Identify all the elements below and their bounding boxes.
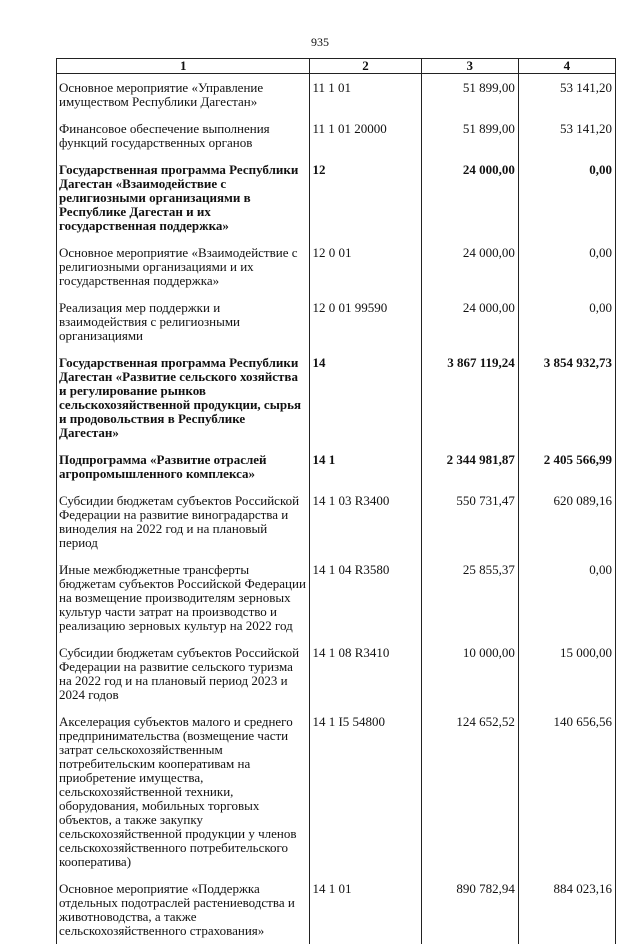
- row-value-cell: 25 855,37: [421, 556, 518, 639]
- row-value-cell: 53 141,20: [518, 74, 615, 116]
- row-code-cell: 11 1 01: [310, 74, 421, 116]
- row-value-cell: 890 782,94: [421, 875, 518, 944]
- row-value-cell: 24 000,00: [421, 294, 518, 349]
- row-value-cell: 3 854 932,73: [518, 349, 615, 446]
- row-name-cell: Государственная программа Республики Дагестан «Взаимодействие с религиозными организациями в Республике Дагестан и их государственная поддержка»: [57, 156, 310, 239]
- table-row: [57, 294, 616, 349]
- column-header-3: 3: [421, 59, 518, 74]
- row-value-cell: 884 023,16: [518, 875, 615, 944]
- row-name-cell: Основное мероприятие «Поддержка отдельных подотраслей растениеводства и животноводства, а также сельскохозяйственного страхования»: [57, 875, 310, 944]
- row-code-cell: 14 1 08 R3410: [310, 639, 421, 708]
- row-code-cell: 12 0 01 99590: [310, 294, 421, 349]
- row-name-cell: Акселерация субъектов малого и среднего предпринимательства (возмещение части затрат сельскохозяйственным потребительским кооперативам на приобретение имущества, сельскохозяйственной техники, оборудования, мобильных торговых объектов, а также закупку сельскохозяйственной продукции у членов сельскохозяйственного потребительского кооператива): [57, 708, 310, 875]
- table-row: [57, 74, 616, 116]
- row-value-cell: 0,00: [518, 294, 615, 349]
- row-code-cell: 14 1 04 R3580: [310, 556, 421, 639]
- row-value-cell: 550 731,47: [421, 487, 518, 556]
- row-name-cell: Субсидии бюджетам субъектов Российской Федерации на развитие сельского туризма на 2022 год и на плановый период 2023 и 2024 годов: [57, 639, 310, 708]
- row-name-cell: Основное мероприятие «Управление имуществом Республики Дагестан»: [57, 74, 310, 116]
- table-row: [57, 239, 616, 294]
- row-code-cell: 12 0 01: [310, 239, 421, 294]
- row-name-cell: Основное мероприятие «Взаимодействие с религиозными организациями и их государственная поддержка»: [57, 239, 310, 294]
- row-value-cell: 51 899,00: [421, 115, 518, 156]
- table-row: [57, 446, 616, 487]
- row-value-cell: 140 656,56: [518, 708, 615, 875]
- row-value-cell: 0,00: [518, 239, 615, 294]
- row-name-cell: Субсидии бюджетам субъектов Российской Федерации на развитие виноградарства и виноделия на 2022 год и на плановый период: [57, 487, 310, 556]
- row-value-cell: 10 000,00: [421, 639, 518, 708]
- row-name-cell: Государственная программа Республики Дагестан «Развитие сельского хозяйства и регулирование рынков сельскохозяйственной продукции, сырья и продовольствия в Республике Дагестан»: [57, 349, 310, 446]
- table-body: [57, 74, 616, 944]
- column-header-1: 1: [57, 59, 310, 74]
- row-value-cell: 2 405 566,99: [518, 446, 615, 487]
- column-header-4: 4: [518, 59, 615, 74]
- row-value-cell: 24 000,00: [421, 239, 518, 294]
- row-code-cell: 14 1 01: [310, 875, 421, 944]
- table-row: [57, 115, 616, 156]
- row-name-cell: Финансовое обеспечение выполнения функций государственных органов: [57, 115, 310, 156]
- table-row: [57, 708, 616, 875]
- row-code-cell: 14 1 03 R3400: [310, 487, 421, 556]
- table-row: [57, 349, 616, 446]
- row-value-cell: 620 089,16: [518, 487, 615, 556]
- row-value-cell: 15 000,00: [518, 639, 615, 708]
- table-row: [57, 487, 616, 556]
- row-name-cell: Подпрограмма «Развитие отраслей агропромышленного комплекса»: [57, 446, 310, 487]
- row-value-cell: 2 344 981,87: [421, 446, 518, 487]
- row-code-cell: 14: [310, 349, 421, 446]
- row-code-cell: 11 1 01 20000: [310, 115, 421, 156]
- table-row: [57, 156, 616, 239]
- table-row: [57, 556, 616, 639]
- row-value-cell: 24 000,00: [421, 156, 518, 239]
- table-row: [57, 639, 616, 708]
- row-value-cell: 3 867 119,24: [421, 349, 518, 446]
- table-header-row: [57, 59, 616, 74]
- row-code-cell: 12: [310, 156, 421, 239]
- table-row: [57, 875, 616, 944]
- column-header-2: 2: [310, 59, 421, 74]
- page-number: 935: [0, 35, 640, 50]
- budget-table: [56, 58, 616, 944]
- row-value-cell: 0,00: [518, 156, 615, 239]
- row-value-cell: 124 652,52: [421, 708, 518, 875]
- row-name-cell: Реализация мер поддержки и взаимодействия с религиозными организациями: [57, 294, 310, 349]
- row-name-cell: Иные межбюджетные трансферты бюджетам субъектов Российской Федерации на возмещение производителям зерновых культур части затрат на производство и реализацию зерновых культур на 2022 год: [57, 556, 310, 639]
- row-code-cell: 14 1 I5 54800: [310, 708, 421, 875]
- row-value-cell: 0,00: [518, 556, 615, 639]
- row-value-cell: 51 899,00: [421, 74, 518, 116]
- row-value-cell: 53 141,20: [518, 115, 615, 156]
- row-code-cell: 14 1: [310, 446, 421, 487]
